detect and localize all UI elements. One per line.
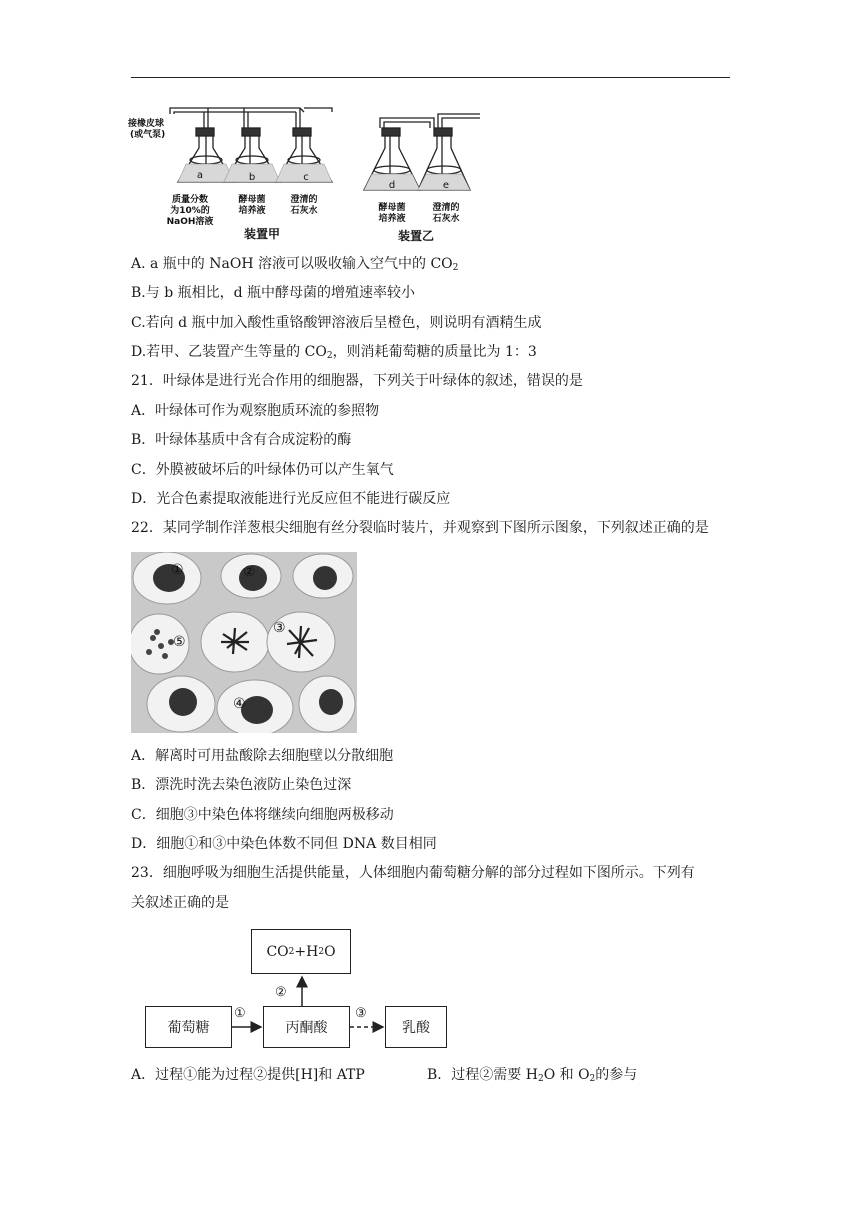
sol-c-line1: 澄清的: [290, 195, 318, 205]
product-box: CO 2 +H 2 O: [251, 929, 351, 974]
q20-option-a: A. a 瓶中的 NaOH 溶液可以吸收输入空气中的 $CO_2$: [131, 256, 459, 273]
flask-c-label: c: [303, 172, 309, 183]
sol-d-line2: 培养液: [378, 214, 406, 224]
q23-stem-line2: 关叙述正确的是: [131, 895, 229, 911]
flask-d-label: d: [388, 180, 396, 191]
device-jia-label: 装置甲: [243, 227, 281, 241]
sol-d-line1: 酵母菌: [378, 203, 406, 213]
flask-b-label: b: [248, 172, 256, 183]
cell-label-5: ⑤: [173, 634, 186, 650]
q23-option-b: B．过程②需要 $H_2O$ 和 $O_2$的参与: [427, 1067, 638, 1084]
sol-a-line1: 质量分数: [171, 195, 209, 205]
q23-option-a: A．过程①能为过程②提供[H]和 ATP: [131, 1067, 365, 1083]
q21-option-c: C．外膜被破坏后的叶绿体仍可以产生氧气: [131, 462, 394, 478]
q22-option-b: B．漂洗时洗去染色液防止染色过深: [131, 777, 352, 793]
sol-c-line2: 石灰水: [290, 206, 318, 216]
flask-a-label: a: [196, 170, 204, 181]
q20-option-b: B.与 b 瓶相比，d 瓶中酵母菌的增殖速率较小: [131, 285, 416, 301]
q22-option-a: A．解离时可用盐酸除去细胞壁以分散细胞: [131, 748, 394, 764]
step-2-label: ②: [275, 985, 287, 1000]
q21-option-d: D．光合色素提取液能进行光反应但不能进行碳反应: [131, 491, 451, 507]
sol-a-line3: NaOH溶液: [166, 217, 214, 227]
q22-stem: 22．某同学制作洋葱根尖细胞有丝分裂临时装片，并观察到下图所示图象，下列叙述正确的是: [131, 520, 709, 536]
q22-option-d: D．细胞①和③中染色体数不同但 DNA 数目相同: [131, 836, 437, 852]
q20-option-d: D.若甲、乙装置产生等量的 $CO_2$，则消耗葡萄糖的质量比为 1：3: [131, 344, 537, 361]
cell-label-1: ①: [171, 562, 184, 578]
step-1-label: ①: [234, 1006, 246, 1021]
sol-a-line2: 为10%的: [170, 206, 210, 216]
pump-label-2: (或气泵): [130, 130, 166, 140]
sol-b-line2: 培养液: [238, 206, 266, 216]
sol-e-line1: 澄清的: [432, 203, 460, 213]
q22-option-c: C．细胞③中染色体将继续向细胞两极移动: [131, 807, 394, 823]
cell-label-3: ③: [273, 620, 286, 636]
step-3-label: ③: [355, 1006, 367, 1021]
flask-e-label: e: [442, 180, 450, 191]
cell-label-4: ④: [233, 696, 246, 712]
q21-option-a: A．叶绿体可作为观察胞质环流的参照物: [131, 403, 380, 419]
pyruvate-box: 丙酮酸: [263, 1006, 350, 1048]
sol-e-line2: 石灰水: [432, 214, 460, 224]
lactate-box: 乳酸: [385, 1006, 447, 1048]
q21-option-b: B．叶绿体基质中含有合成淀粉的酶: [131, 432, 352, 448]
device-yi-label: 装置乙: [397, 229, 435, 243]
q23-stem-line1: 23．细胞呼吸为细胞生活提供能量，人体细胞内葡萄糖分解的部分过程如下图所示。下列有: [131, 865, 695, 881]
sol-b-line1: 酵母菌: [238, 195, 266, 205]
q21-stem: 21．叶绿体是进行光合作用的细胞器，下列关于叶绿体的叙述，错误的是: [131, 373, 583, 389]
q20-option-c: C.若向 d 瓶中加入酸性重铬酸钾溶液后呈橙色，则说明有酒精生成: [131, 315, 542, 331]
cell-label-2: ②: [243, 564, 256, 580]
glucose-box: 葡萄糖: [145, 1006, 232, 1048]
pump-label-1: 接橡皮球: [128, 119, 165, 129]
